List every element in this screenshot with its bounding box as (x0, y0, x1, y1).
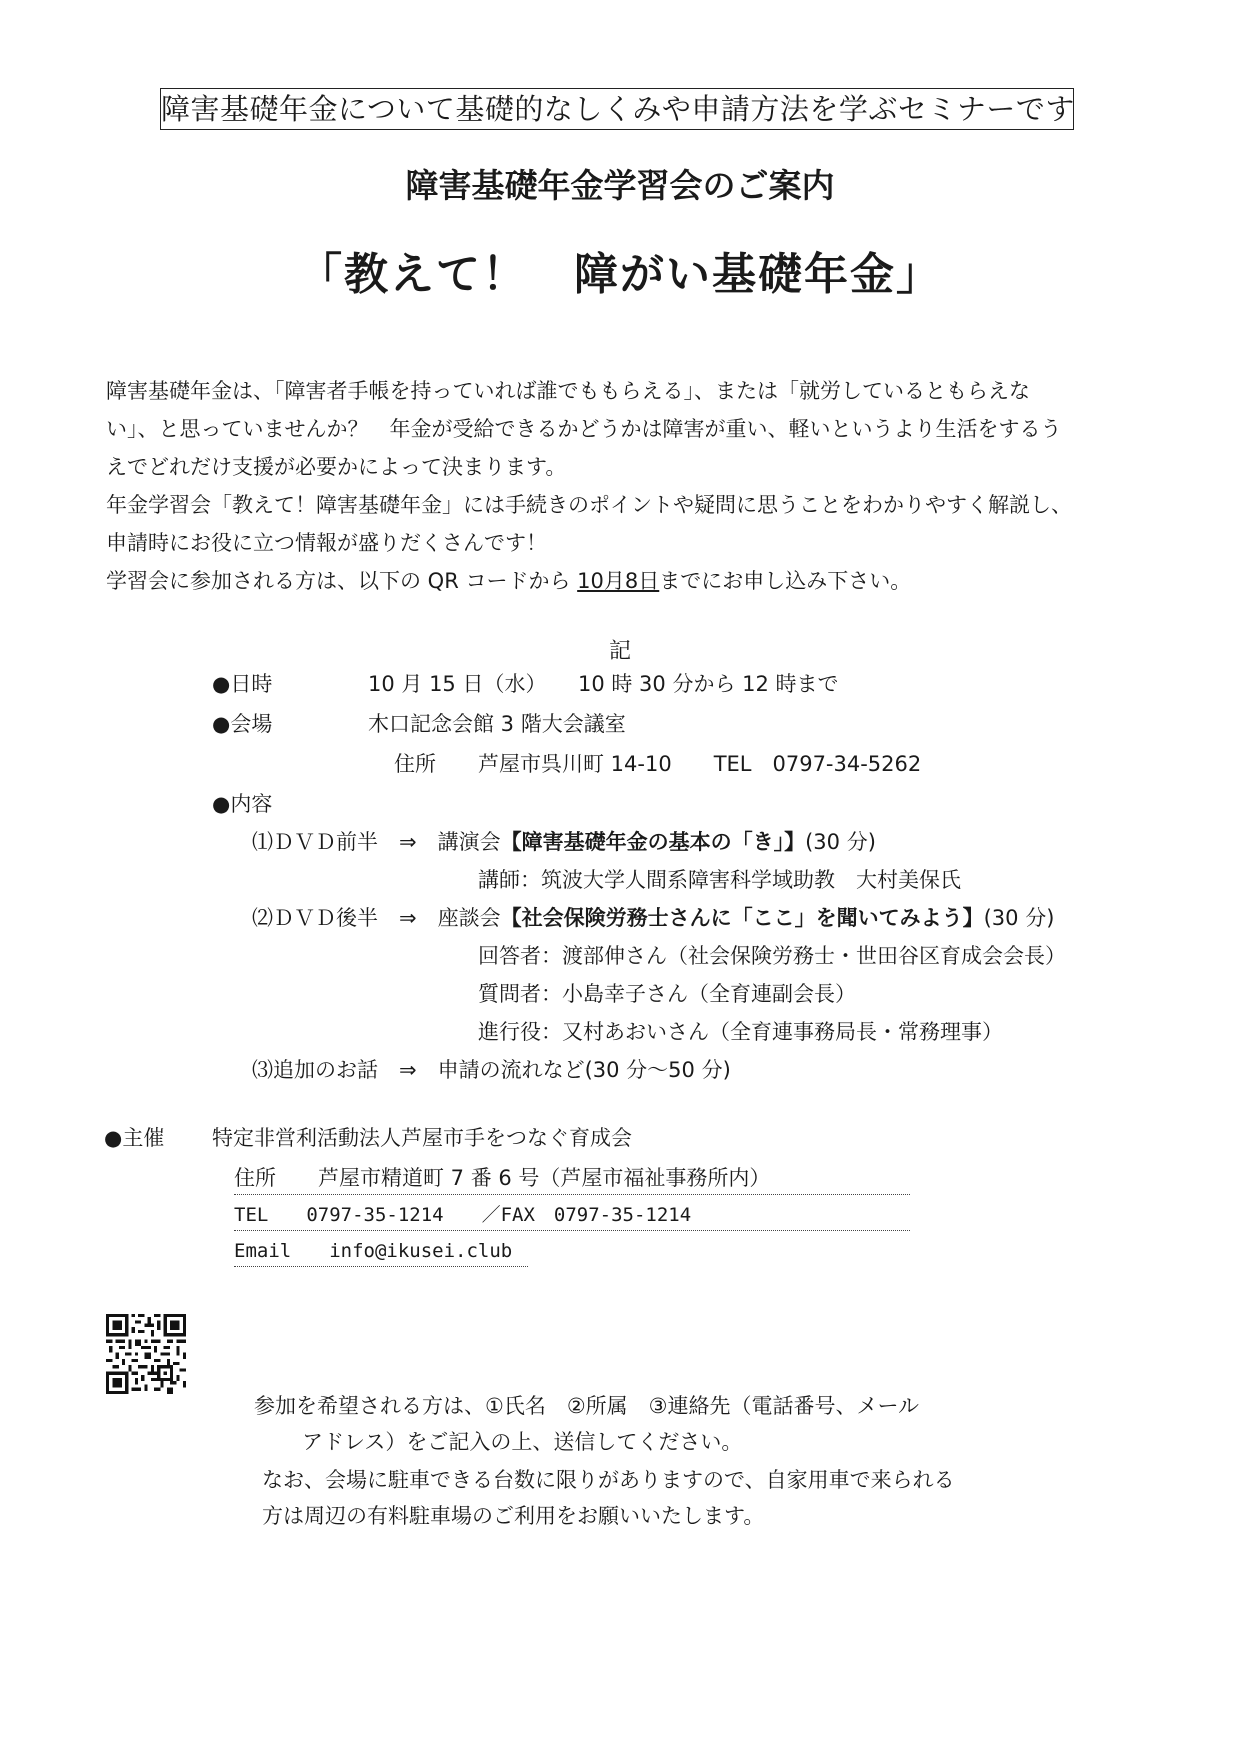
intro-deadline-pre: 学習会に参加される方は、以下の QR コードから (106, 569, 578, 593)
program-item-1-duration: (30 分) (805, 830, 876, 854)
organizer-address: 住所 芦屋市精道町 7 番 6 号（芦屋市福祉事務所内） (234, 1166, 771, 1190)
note-line: 参加を希望される方は、①氏名 ②所属 ③連絡先（電話番号、メール (254, 1394, 920, 1418)
qr-code[interactable] (106, 1314, 186, 1394)
intro-line: えでどれだけ支援が必要かによって決まります。 (106, 455, 567, 479)
intro-line (106, 562, 1146, 600)
email-dotted-line (234, 1266, 528, 1267)
program-item-3: ⑶追加のお話 ⇒ 申請の流れなど(30 分～50 分) (252, 1058, 731, 1082)
program-item-2-questioner: 質問者：小島幸子さん（全育連副会長） (478, 982, 856, 1006)
tel-dotted-line (234, 1230, 910, 1231)
program-item-2-head: ⑵ＤＶＤ後半 ⇒ 座談会 (252, 906, 501, 930)
date-label: ●日時 (212, 672, 273, 696)
program-item-1-title: 【障害基礎年金の基本の「き」】 (500, 830, 806, 854)
organizer-label: ●主催 (104, 1126, 165, 1150)
intro-line: 障害基礎年金は、「障害者手帳を持っていれば誰でももらえる」、または「就労しているともらえな (106, 379, 1030, 403)
program-item-1-speaker: 講師：筑波大学人間系障害科学域助教 大村美保氏 (478, 868, 961, 892)
intro-paragraph (106, 372, 1146, 600)
note-line: 方は周辺の有料駐車場のご利用をお願いいたします。 (262, 1504, 765, 1528)
venue-value: 木口記念会館 3 階大会議室 (368, 712, 626, 736)
intro-line: 申請時にお役に立つ情報が盛りだくさんです！ (106, 531, 547, 555)
page-subtitle: 障害基礎年金学習会のご案内 (405, 166, 835, 205)
note-line: アドレス）をご記入の上、送信してください。 (302, 1430, 743, 1454)
seminar-tagline: 障害基礎年金について基礎的なしくみや申請方法を学ぶセミナーです (160, 88, 1074, 130)
intro-line: い」、と思っていませんか？ 年金が受給できるかどうかは障害が重い、軽いというより生活をするう (106, 417, 1062, 441)
program-item-2-duration: (30 分) (983, 906, 1055, 930)
venue-address: 住所 芦屋市呉川町 14-10 TEL 0797-34-5262 (394, 752, 922, 776)
address-dotted-line (234, 1194, 910, 1195)
page-title: 「教えて！ 障がい基礎年金」 (298, 249, 942, 300)
program-item-1 (252, 826, 876, 856)
ki-heading: 記 (608, 639, 631, 664)
organizer-name: 特定非営利活動法人芦屋市手をつなぐ育成会 (212, 1126, 632, 1150)
program-item-2-answerer: 回答者：渡部伸さん（社会保険労務士・世田谷区育成会会長） (478, 944, 1066, 968)
organizer-email: Email info@ikusei.club (234, 1240, 513, 1262)
note-line: なお、会場に駐車できる台数に限りがありますので、自家用車で来られる (262, 1468, 955, 1492)
content-label: ●内容 (212, 792, 273, 816)
organizer-tel-fax: TEL 0797-35-1214 ／FAX 0797-35-1214 (234, 1204, 692, 1226)
date-value: 10 月 15 日（水） 10 時 30 分から 12 時まで (368, 672, 839, 696)
program-item-2 (252, 902, 1054, 932)
program-item-2-moderator: 進行役：又村あおいさん（全育連事務局長・常務理事） (478, 1020, 1003, 1044)
intro-deadline-post: までにお申し込み下さい。 (659, 569, 912, 593)
qr-code-graphic (106, 1314, 186, 1394)
venue-label: ●会場 (212, 712, 273, 736)
deadline-date: 10月8日 (577, 569, 660, 593)
program-item-1-head: ⑴ＤＶＤ前半 ⇒ 講演会 (252, 830, 501, 854)
program-item-2-title: 【社会保険労務士さんに「ここ」を聞いてみよう】 (500, 906, 984, 930)
intro-line: 年金学習会「教えて！障害基礎年金」には手続きのポイントや疑問に思うことをわかりやすく解説し、 (106, 493, 1072, 517)
